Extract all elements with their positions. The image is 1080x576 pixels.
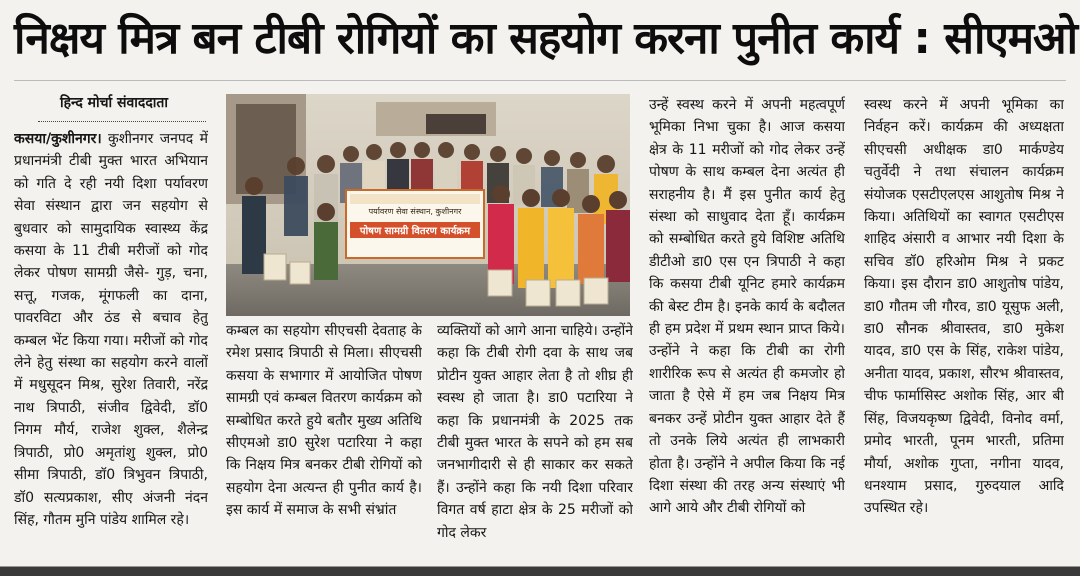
column-2-text: कम्बल का सहयोग सीएचसी देवताह के रमेश प्रसाद त्रिपाठी से मिला। सीएचसी कसया के सभागार में आयोजित पोषण सामग्री एवं कम्बल वितरण कार्यक्रम को सम्बोधित करते हुये बतौर मुख्य अतिथि सीएमओ डा0 सुरेश पटारिया ने कहा कि निक्षय मित्र बनकर टीबी रोगियों को सहयोग देना अत्यन्त ही पुनीत कार्य है। इस कार्य में समाज के सभी संभ्रांत: [226, 323, 422, 519]
next-headline-strip: [0, 560, 1080, 576]
article-column-4: [649, 94, 845, 548]
dateline: कसया/कुशीनगर।: [14, 131, 102, 147]
column-1-text: कुशीनगर जनपद में प्रधानमंत्री टीबी मुक्त भारत अभियान को गति दे रही नयी दिशा पर्यावरण सेवा संस्थान द्वारा जन सहयोग से बुधवार को सामुदायिक स्वास्थ्य केंद्र कसया के 11 टीबी मरीजों को गोद लेकर पोषण सामग्री जैसे- गुड़, चना, सत्तू, गजक, मूंगफली का दाना, पावरविटा और ठंड से बचाव हेतु कम्बल भेंट किया गया। मरीजों को गोद लेने हेतु संस्था का सहयोग करने वालों में मधुसूदन मिश्र, सुरेश तिवारी, नरेंद्र नाथ त्रिपाठी, संजीव द्विवेदी, डॉ0 निगम मौर्य, राजेश शुक्ल, शैलेन्द्र त्रिपाठी, प्रो0 अमृतांशु शुक्ल, प्रो0 सीमा त्रिपाठी, डॉ0 त्रिभुवन त्रिपाठी, डॉ0 सत्यप्रकाश, सीए अंजनी नंदन सिंह, गौतम मुनि पांडेय शामिल रहे।: [14, 131, 208, 528]
divider: [14, 80, 1066, 81]
news-photo: [226, 94, 630, 316]
article-column-5: [864, 94, 1064, 548]
byline: हिन्द मोर्चा संवाददाता: [59, 95, 169, 111]
banner-line-2: पर्यावरण सेवा संस्थान, कुशीनगर: [368, 207, 462, 216]
column-4-text: उन्हें स्वस्थ करने में अपनी महत्वपूर्ण भूमिका निभा चुका है। आज कसया क्षेत्र के 11 मरीजों को गोद लेकर उन्हें पोषण के साथ कम्बल देना अत्यंत ही सराहनीय है। मैं इस पुनीत कार्य हेतु संस्था को साधुवाद देता हूँ। कार्यक्रम को सम्बोधित करते हुये विशिष्ट अतिथि डीटीओ डा0 एस एन त्रिपाठी ने कहा कि कसया टीबी यूनिट हमारे कार्यक्रम की बेस्ट टीम है। इनके कार्य के बदौलत ही हम प्रदेश में प्रथम स्थान प्राप्त किये। उन्होंने ने कहा कि टीबी का रोगी शारीरिक रूप से अत्यंत ही कमजोर हो जाता है ऐसे में हम जब निक्षय मित्र बनकर उन्हें प्रोटीन युक्त आहार देते हैं तो उनके लिये अत्यंत ही लाभकारी होता है। उन्होंने ने अपील किया कि नई दिशा संस्था की तरह अन्य संस्थाएं भी आगे आये और टीबी रोगियों को: [649, 97, 845, 517]
article-column-3: [437, 320, 633, 548]
column-3-text: व्यक्तियों को आगे आना चाहिये। उन्होंने कहा कि टीबी रोगी दवा के साथ जब प्रोटीन युक्त आहार लेता है तो शीघ्र ही स्वस्थ हो जाता है। डा0 पटारिया ने कहा कि प्रधानमंत्री के 2025 तक टीबी मुक्त भारत के सपने को हम सब जनभागीदारी से ही साकार कर सकते हैं। उन्होंने कहा कि नयी दिशा परिवार विगत वर्ष हाटा क्षेत्र के 25 मरीजों को गोद लेकर: [437, 323, 633, 541]
column-5-text: स्वस्थ करने में अपनी भूमिका का निर्वहन करें। कार्यक्रम की अध्यक्षता सीएचसी अधीक्षक डा0 मार्कण्डेय चतुर्वेदी ने तथा संचालन कार्यक्रम संयोजक एसटीएलएस आशुतोष मिश्र ने किया। अतिथियों का स्वागत एसटीएस शाहिद अंसारी व आभार नयी दिशा के सचिव डॉ0 हरिओम मिश्र ने प्रकट किया। इस दौरान डा0 आशुतोष पांडेय, डा0 गौतम जी गौरव, डा0 यूसुफ अली, डा0 सौनक श्रीवास्तव, डा0 मुकेश यादव, डा0 एस के सिंह, राकेश पांडेय, अनीता यादव, प्रकाश, सौरभ श्रीवास्तव, चीफ फार्मासिस्ट अशोक सिंह, आर बी सिंह, विजयकृष्ण द्विवेदी, विनोद वर्मा, प्रमोद भारती, पूनम भारती, प्रतिमा मौर्या, अशोक गुप्ता, नगीना यादव, धनश्याम प्रसाद, गुरुदयाल आदि उपस्थित रहे।: [864, 97, 1064, 517]
banner-line-1: पोषण सामग्री वितरण कार्यक्रम: [359, 226, 471, 237]
article-column-1: [14, 128, 208, 548]
article-column-2: [226, 320, 422, 548]
headline: निक्षय मित्र बन टीबी रोगियों का सहयोग करना पुनीत कार्य : सीएमओ: [14, 13, 1078, 64]
byline-divider: [38, 121, 206, 122]
